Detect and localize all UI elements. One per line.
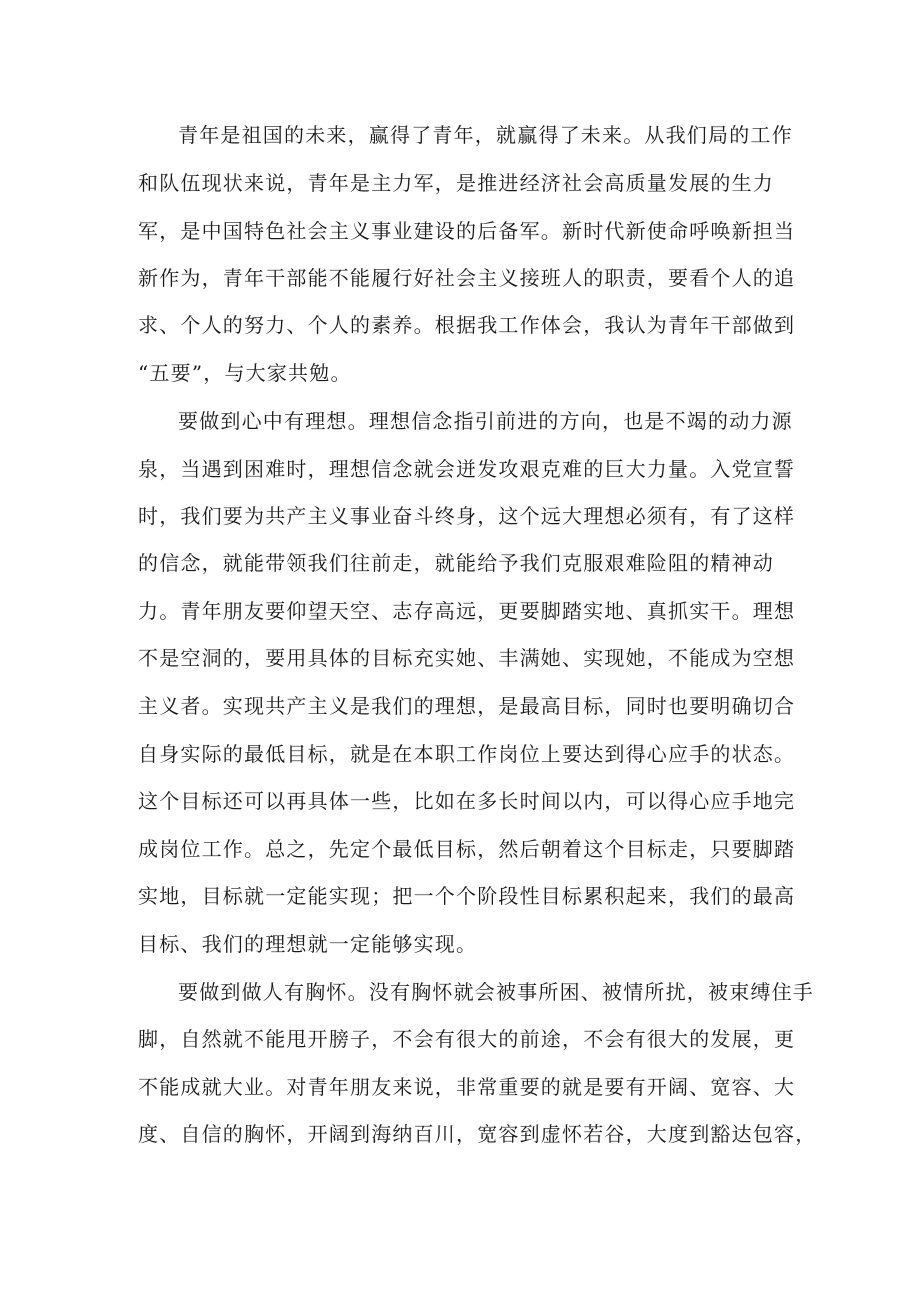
paragraph-1-line-4: 新作为，青年干部能不能履行好社会主义接班人的职责，要看个人的追 <box>138 266 796 290</box>
paragraph-2-line-2: 泉，当遇到困难时，理想信念就会迸发攻艰克难的巨大力量。入党宣誓 <box>138 457 796 481</box>
paragraph-3-line-1: 要做到做人有胸怀。没有胸怀就会被事所困、被情所扰，被束缚住手 <box>178 980 814 1004</box>
paragraph-2-line-12: 目标、我们的理想就一定能够实现。 <box>138 932 478 956</box>
paragraph-3-line-2: 脚，自然就不能甩开膀子，不会有很大的前途，不会有很大的发展，更 <box>138 1027 796 1051</box>
paragraph-2-line-1: 要做到心中有理想。理想信念指引前进的方向，也是不竭的动力源 <box>178 409 793 433</box>
paragraph-2-line-10: 成岗位工作。总之，先定个最低目标，然后朝着这个目标走，只要脚踏 <box>138 837 796 861</box>
paragraph-1-line-3: 军，是中国特色社会主义事业建设的后备军。新时代新使命呼唤新担当 <box>138 219 796 243</box>
paragraph-2-line-6: 不是空洞的，要用具体的目标充实她、丰满她、实现她，不能成为空想 <box>138 646 796 670</box>
paragraph-1-line-5: 求、个人的努力、个人的素养。根据我工作体会，我认为青年干部做到 <box>138 313 796 337</box>
paragraph-1-line-1: 青年是祖国的未来，赢得了青年，就赢得了未来。从我们局的工作 <box>178 123 793 147</box>
paragraph-2-line-9: 这个目标还可以再具体一些，比如在多长时间以内，可以得心应手地完 <box>138 789 796 813</box>
paragraph-3-line-4: 度、自信的胸怀，开阔到海纳百川，宽容到虚怀若谷，大度到豁达包容， <box>138 1122 817 1146</box>
paragraph-2-line-4: 的信念，就能带领我们往前走，就能给予我们克服艰难险阻的精神动 <box>138 551 774 575</box>
paragraph-2-line-3: 时，我们要为共产主义事业奋斗终身，这个远大理想必须有，有了这样 <box>138 504 796 528</box>
paragraph-2-line-8: 自身实际的最低目标，就是在本职工作岗位上要达到得心应手的状态。 <box>138 742 796 766</box>
paragraph-2-line-5: 力。青年朋友要仰望天空、志存高远，更要脚踏实地、真抓实干。理想 <box>138 599 796 623</box>
paragraph-2-line-7: 主义者。实现共产主义是我们的理想，是最高目标，同时也要明确切合 <box>138 694 796 718</box>
paragraph-3-line-3: 不能成就大业。对青年朋友来说，非常重要的就是要有开阔、宽容、大 <box>138 1075 796 1099</box>
paragraph-2-line-11: 实地，目标就一定能实现；把一个个阶段性目标累积起来，我们的最高 <box>138 884 796 908</box>
paragraph-1-line-6: “五要”，与大家共勉。 <box>138 361 352 385</box>
paragraph-1-line-2: 和队伍现状来说，青年是主力军，是推进经济社会高质量发展的生力 <box>138 171 774 195</box>
